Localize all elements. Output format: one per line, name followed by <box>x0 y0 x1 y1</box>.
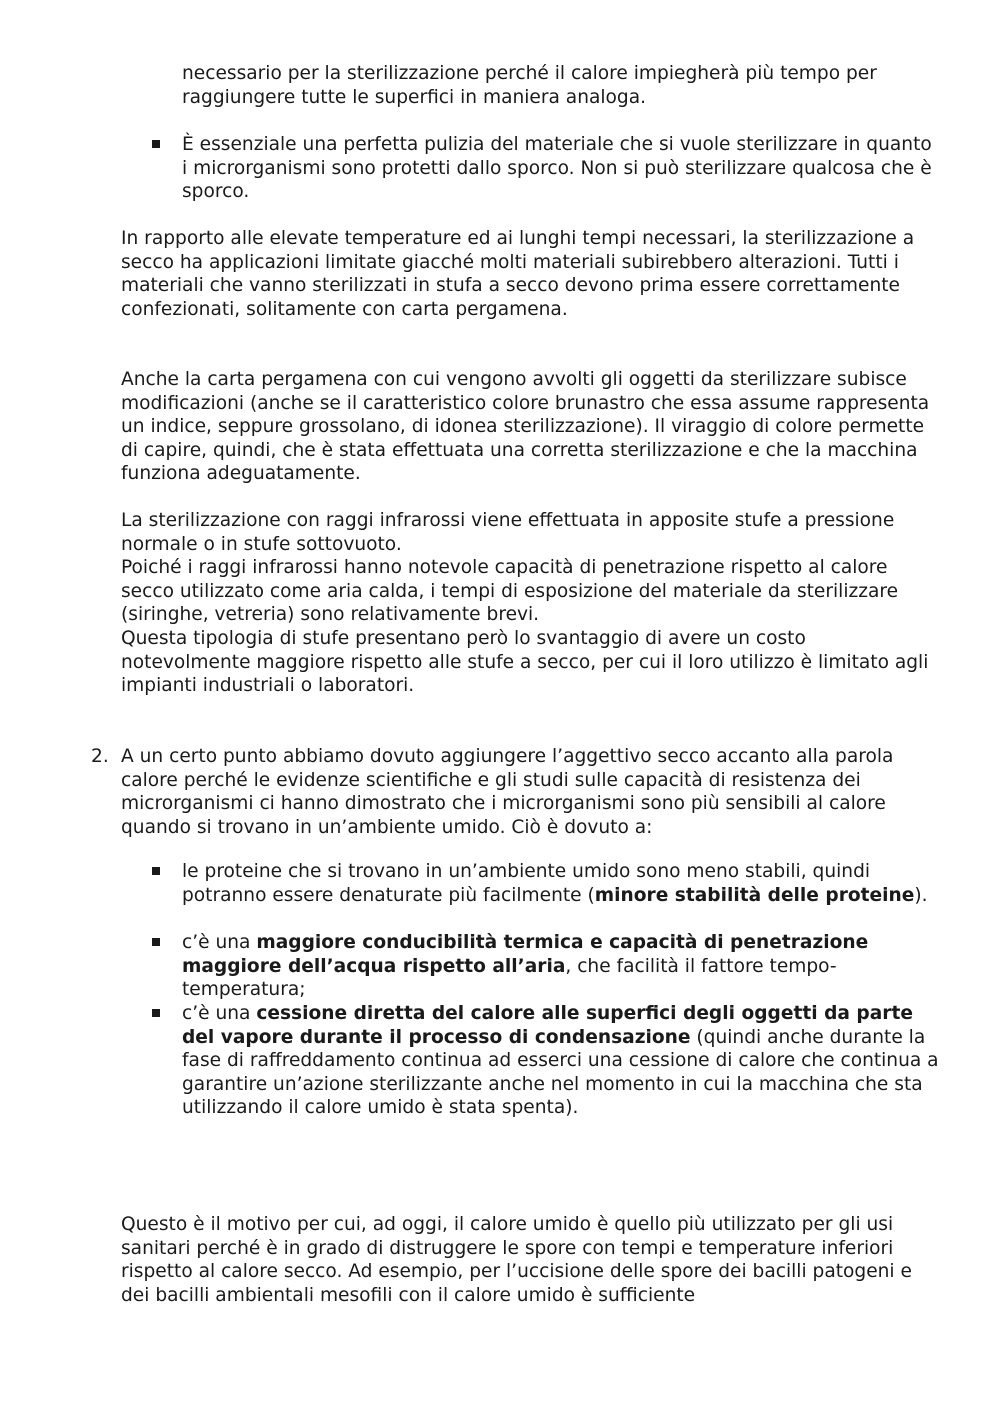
paragraph-infrarossi-2: Poiché i raggi infrarossi hanno notevole capacità di penetrazione rispetto al calore secco utilizzato come aria calda, i tempi di esposizione del materiale da sterilizzare (siringhe, vetreria) sono relativamente brevi. <box>121 557 899 625</box>
continuation-text: necessario per la sterilizzazione perché il calore impiegherà più tempo per raggiungere tutte le superfici in maniera analoga. <box>182 63 877 108</box>
paragraph-infrarossi-1: La sterilizzazione con raggi infrarossi viene effettuata in apposite stufe a pressione normale o in stufe sottovuoto. <box>121 510 895 555</box>
paragraph-pergamena: Anche la carta pergamena con cui vengono avvolti gli oggetti da sterilizzare subisce modificazioni (anche se il caratteristico colore brunastro che essa assume rappresenta un indice, seppure grossolano, di idonea sterilizzazione). Il viraggio di colore permette di capire, quindi, che è stata effettuata una corretta sterilizzazione e che la macchina funziona adeguatamente. <box>121 369 930 484</box>
paragraph-final: Questo è il motivo per cui, ad oggi, il calore umido è quello più utilizzato per gli usi sanitari perché è in grado di distruggere le spore con tempi e temperature inferiori rispetto al calore secco. Ad esempio, per l’uccisione delle spore dei bacilli patogeni e dei bacilli ambientali mesofili con il calore umido è sufficiente <box>121 1214 912 1306</box>
bullet-cessione: c’è una cessione diretta del calore alle superfici degli oggetti da parte del vapore durante il processo di condensazione (quindi anche durante la fase di raffreddamento continua ad esserci una cessione di calore che continua a garantire un’azione sterilizzante anche nel momento in cui la macchina che sta utilizzando il calore umido è stata spenta). <box>182 1003 939 1118</box>
paragraph-limited-applications: In rapporto alle elevate temperature ed ai lunghi tempi necessari, la sterilizzazione a secco ha applicazioni limitate giacché molti materiali subirebbero alterazioni. Tutti i materiali che vanno sterilizzati in stufa a secco devono prima essere correttamente confezionati, solitamente con carta pergamena. <box>121 228 915 320</box>
list-item-2-text: A un certo punto abbiamo dovuto aggiungere l’aggettivo secco accanto alla parola calore perché le evidenze scientifiche e gli studi sulle capacità di resistenza dei microrganismi ci hanno dimostrato che i microrganismi sono più sensibili al calore quando si trovano in un’ambiente umido. Ciò è dovuto a: <box>121 746 894 838</box>
bullet-square-icon <box>152 1009 160 1017</box>
bullet-square-icon <box>152 867 160 875</box>
bullet-proteine: le proteine che si trovano in un’ambiente umido sono meno stabili, quindi potranno essere denaturate più facilmente (minore stabilità delle proteine). <box>182 861 928 906</box>
paragraph-infrarossi-3: Questa tipologia di stufe presentano però lo svantaggio di avere un costo notevolmente maggiore rispetto alle stufe a secco, per cui il loro utilizzo è limitato agli impianti industriali o laboratori. <box>121 628 929 696</box>
bullet-conducibilita: c’è una maggiore conducibilità termica e capacità di penetrazione maggiore dell’acqua rispetto all’aria, che facilità il fattore tempo-temperatura; <box>182 932 869 1000</box>
bullet-square-icon <box>152 140 160 148</box>
bullet-square-icon <box>152 938 160 946</box>
list-number-2: 2. <box>91 746 109 767</box>
bullet-cleaning: È essenziale una perfetta pulizia del materiale che si vuole sterilizzare in quanto i microrganismi sono protetti dallo sporco. Non si può sterilizzare qualcosa che è sporco. <box>182 134 932 202</box>
